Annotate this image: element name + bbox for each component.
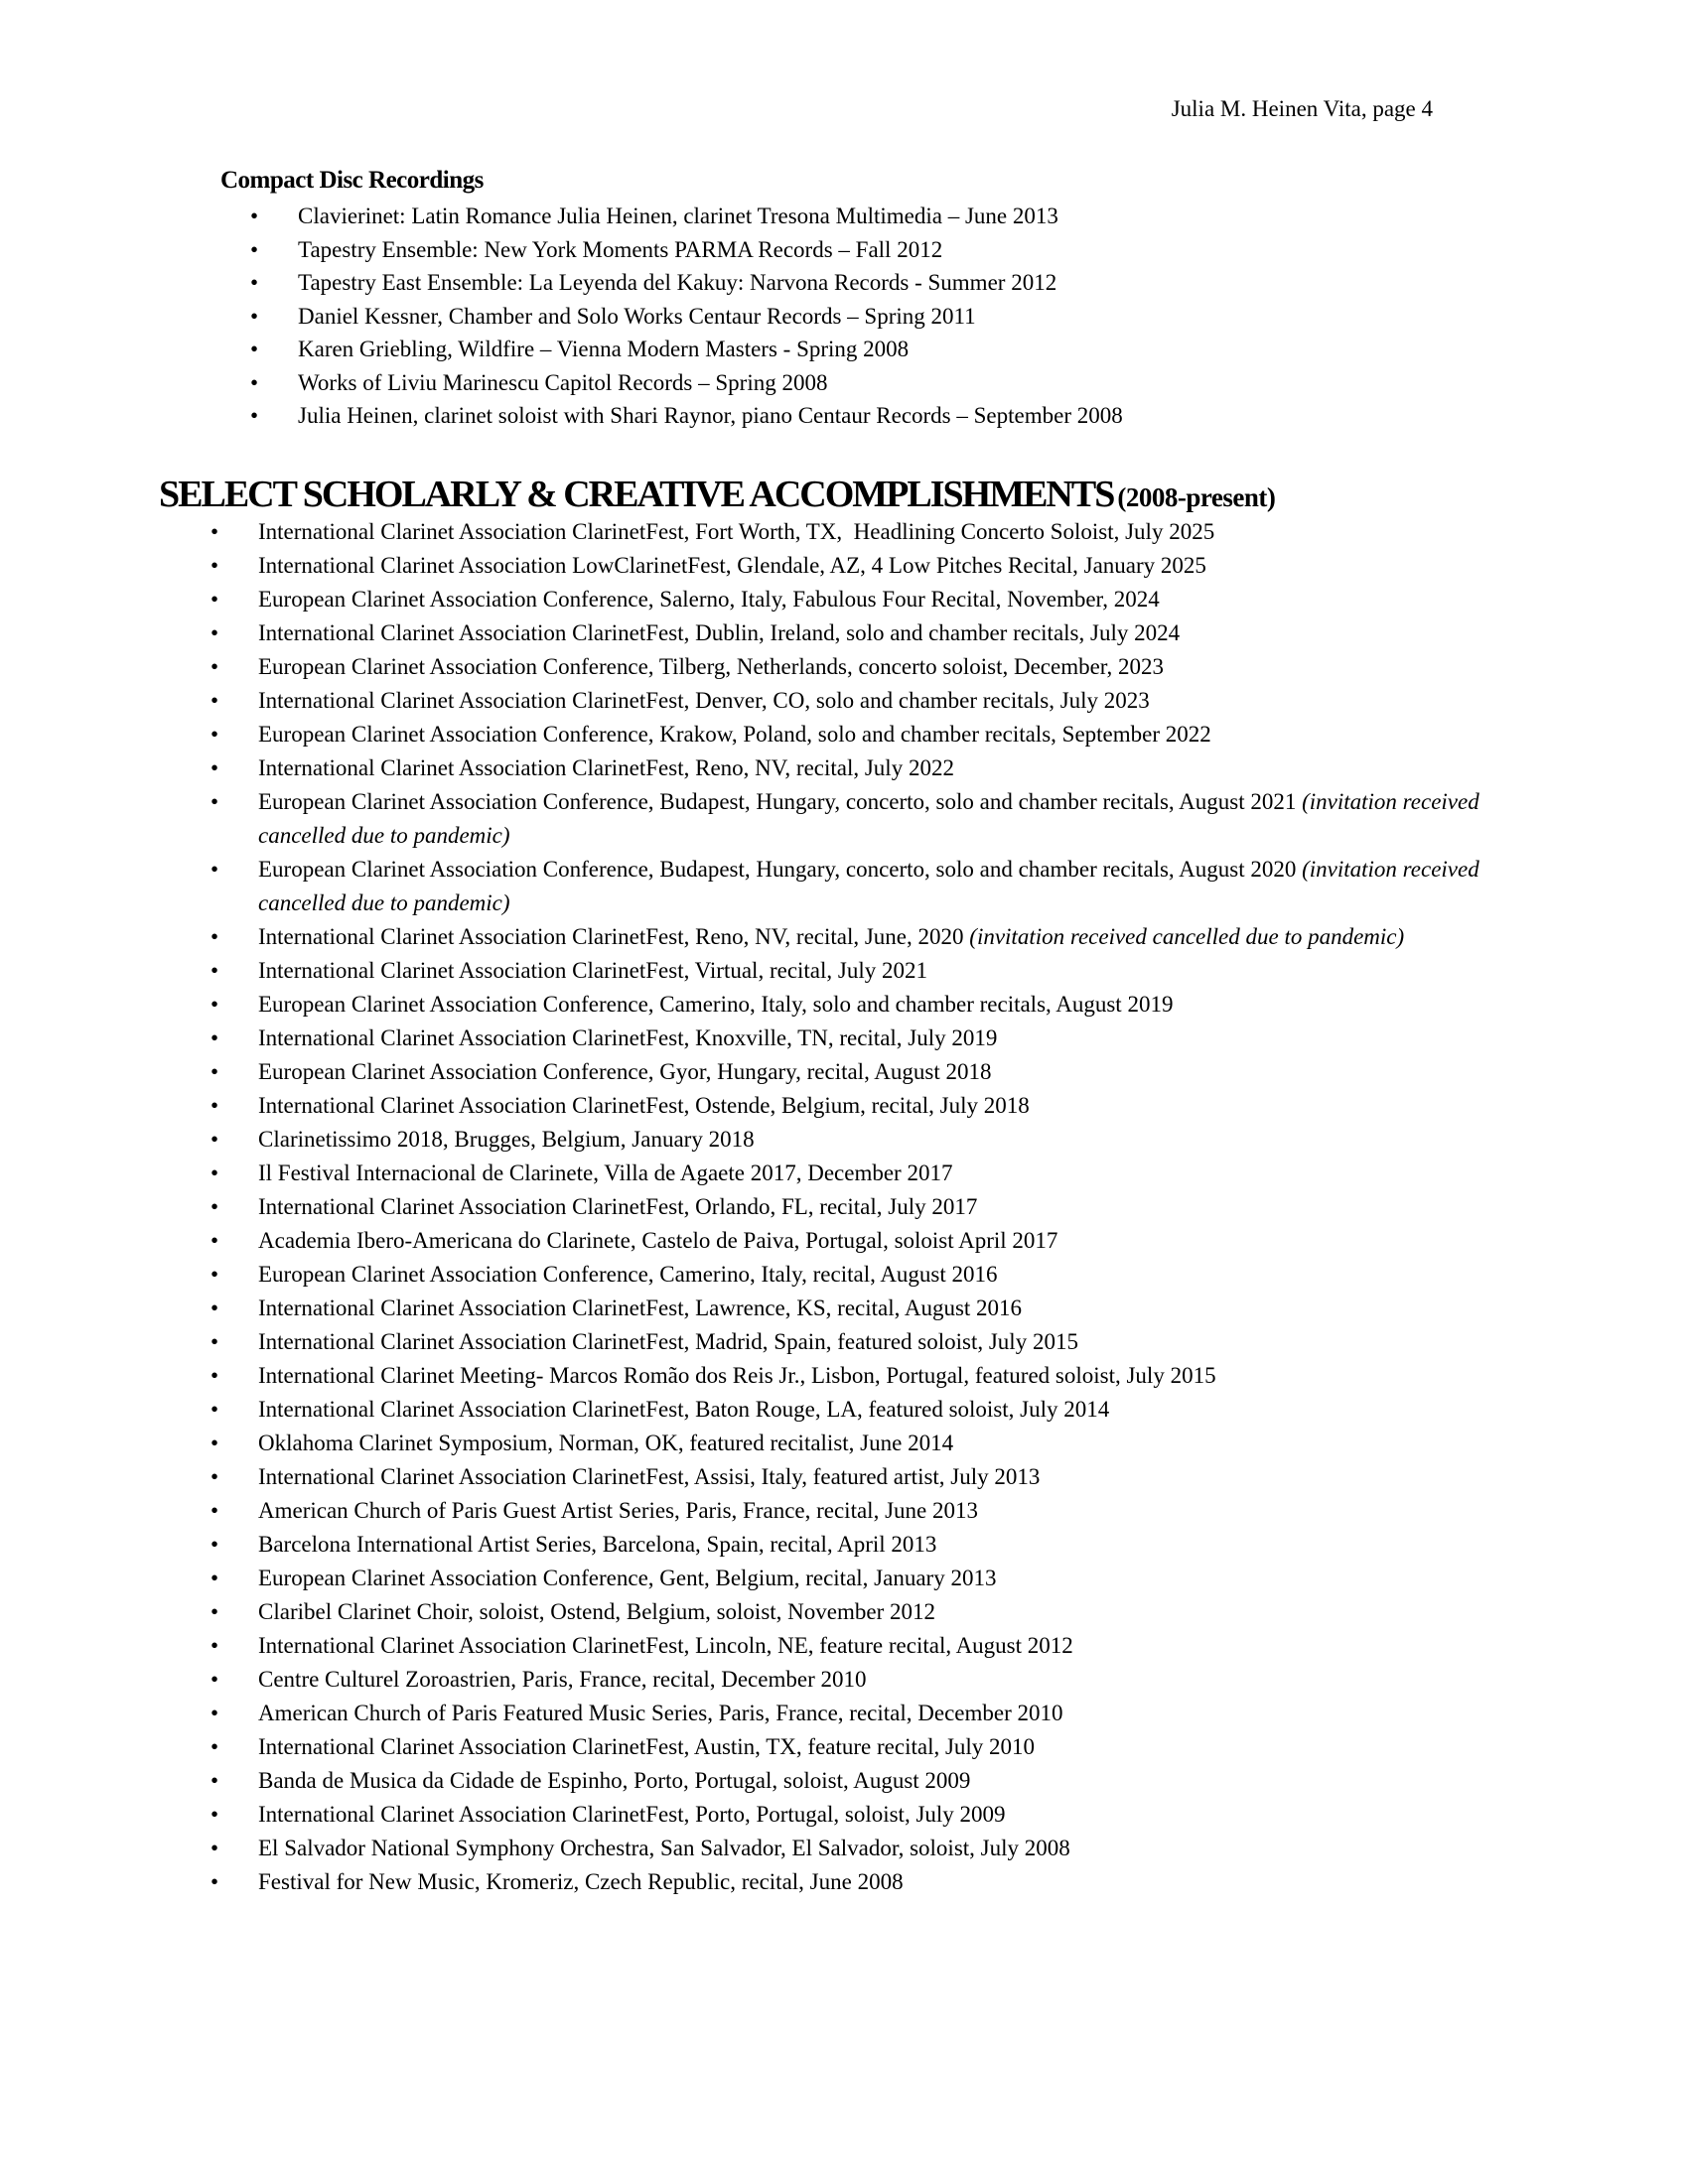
list-item xyxy=(258,954,1534,988)
list-item xyxy=(258,1022,1534,1055)
list-item xyxy=(258,1258,1534,1292)
list-item xyxy=(298,333,1539,366)
entry-text: International Clarinet Association ClarinetFest, Lincoln, NE, feature recital, August 2012 xyxy=(258,1633,1073,1658)
entry-text: Festival for New Music, Kromeriz, Czech Republic, recital, June 2008 xyxy=(258,1869,904,1894)
entry-text: Barcelona International Artist Series, Barcelona, Spain, recital, April 2013 xyxy=(258,1532,937,1557)
entry-text: International Clarinet Association ClarinetFest, Lawrence, KS, recital, August 2016 xyxy=(258,1296,1023,1320)
list-item xyxy=(298,233,1539,267)
entry-text: European Clarinet Association Conference, Krakow, Poland, solo and chamber recitals, September 2022 xyxy=(258,722,1211,747)
entry-text: American Church of Paris Featured Music Series, Paris, France, recital, December 2010 xyxy=(258,1701,1063,1725)
entry-text: Tapestry East Ensemble: La Leyenda del Kakuy: Narvona Records - Summer 2012 xyxy=(298,270,1057,295)
cd-recordings-list xyxy=(298,200,1539,433)
entry-text: International Clarinet Association ClarinetFest, Baton Rouge, LA, featured soloist, July 2014 xyxy=(258,1397,1110,1422)
list-item xyxy=(258,1427,1534,1460)
entry-text: Daniel Kessner, Chamber and Solo Works Centaur Records – Spring 2011 xyxy=(298,303,976,329)
list-item xyxy=(258,1359,1534,1393)
entry-text: International Clarinet Association ClarinetFest, Reno, NV, recital, July 2022 xyxy=(258,755,954,780)
entry-text: Works of Liviu Marinescu Capitol Records – Spring 2008 xyxy=(298,369,828,395)
entry-text: European Clarinet Association Conference, Gyor, Hungary, recital, August 2018 xyxy=(258,1059,992,1084)
entry-text: International Clarinet Association ClarinetFest, Ostende, Belgium, recital, July 2018 xyxy=(258,1093,1030,1118)
entry-text: International Clarinet Association ClarinetFest, Fort Worth, TX, Headlining Concerto Soloist, July 2025 xyxy=(258,519,1215,544)
list-item xyxy=(258,549,1534,583)
list-item xyxy=(258,920,1534,954)
list-item xyxy=(258,1157,1534,1190)
list-item xyxy=(258,853,1534,920)
list-item xyxy=(258,1494,1534,1528)
list-item xyxy=(258,1764,1534,1798)
list-item xyxy=(258,1460,1534,1494)
list-item xyxy=(298,399,1539,433)
entry-text: Clarinetissimo 2018, Brugges, Belgium, January 2018 xyxy=(258,1127,755,1152)
entry-text: International Clarinet Association ClarinetFest, Assisi, Italy, featured artist, July 2013 xyxy=(258,1464,1041,1489)
entry-text: American Church of Paris Guest Artist Series, Paris, France, recital, June 2013 xyxy=(258,1498,978,1523)
list-item xyxy=(258,1562,1534,1595)
list-item xyxy=(298,200,1539,233)
list-item xyxy=(258,583,1534,616)
list-item xyxy=(258,616,1534,650)
list-item xyxy=(258,1798,1534,1832)
entry-text: Academia Ibero-Americana do Clarinete, Castelo de Paiva, Portugal, soloist April 2017 xyxy=(258,1228,1058,1253)
entry-text: International Clarinet Association ClarinetFest, Madrid, Spain, featured soloist, July 2015 xyxy=(258,1329,1078,1354)
accomplishments-list xyxy=(258,515,1534,1899)
entry-text: European Clarinet Association Conference, Budapest, Hungary, concerto, solo and chamber recitals, August 2020 xyxy=(258,857,1297,882)
entry-text: European Clarinet Association Conference, Gent, Belgium, recital, January 2013 xyxy=(258,1566,997,1590)
entry-text: International Clarinet Association ClarinetFest, Dublin, Ireland, solo and chamber recitals, July 2024 xyxy=(258,620,1181,645)
entry-text: International Clarinet Association ClarinetFest, Virtual, recital, July 2021 xyxy=(258,958,927,983)
list-item xyxy=(258,751,1534,785)
list-item xyxy=(298,266,1539,300)
list-item xyxy=(258,1123,1534,1157)
list-item xyxy=(258,1730,1534,1764)
list-item xyxy=(258,650,1534,684)
list-item xyxy=(258,1055,1534,1089)
list-item xyxy=(298,366,1539,400)
entry-text: Tapestry Ensemble: New York Moments PARMA Records – Fall 2012 xyxy=(298,236,943,262)
entry-note: (invitation received cancelled due to pandemic) xyxy=(258,857,1479,915)
entry-text: International Clarinet Association ClarinetFest, Denver, CO, solo and chamber recitals, July 2023 xyxy=(258,688,1150,713)
list-item xyxy=(258,1528,1534,1562)
entry-text: Centre Culturel Zoroastrien, Paris, France, recital, December 2010 xyxy=(258,1667,867,1692)
entry-text: Claribel Clarinet Choir, soloist, Ostend, Belgium, soloist, November 2012 xyxy=(258,1599,935,1624)
entry-text: International Clarinet Association ClarinetFest, Orlando, FL, recital, July 2017 xyxy=(258,1194,978,1219)
list-item xyxy=(258,1393,1534,1427)
cd-recordings-heading: Compact Disc Recordings xyxy=(220,167,484,194)
list-item xyxy=(258,718,1534,751)
list-item xyxy=(258,1089,1534,1123)
list-item xyxy=(298,300,1539,334)
list-item xyxy=(258,1629,1534,1663)
entry-text: European Clarinet Association Conference, Tilberg, Netherlands, concerto soloist, December, 2023 xyxy=(258,654,1165,679)
list-item xyxy=(258,1865,1534,1899)
list-item xyxy=(258,684,1534,718)
entry-text: International Clarinet Association ClarinetFest, Porto, Portugal, soloist, July 2009 xyxy=(258,1802,1006,1827)
list-item xyxy=(258,785,1534,853)
entry-note: (invitation received cancelled due to pandemic) xyxy=(969,924,1405,949)
entry-text: Julia Heinen, clarinet soloist with Shari Raynor, piano Centaur Records – September 2008 xyxy=(298,403,1123,428)
entry-text: Banda de Musica da Cidade de Espinho, Porto, Portugal, soloist, August 2009 xyxy=(258,1768,971,1793)
accomplishments-heading xyxy=(159,473,1275,516)
list-item xyxy=(258,515,1534,549)
entry-text: European Clarinet Association Conference, Budapest, Hungary, concerto, solo and chamber recitals, August 2021 xyxy=(258,789,1297,814)
list-item xyxy=(258,1325,1534,1359)
list-item xyxy=(258,1292,1534,1325)
list-item xyxy=(258,1832,1534,1865)
entry-text: European Clarinet Association Conference, Camerino, Italy, solo and chamber recitals, August 2019 xyxy=(258,992,1174,1017)
entry-note: (invitation received cancelled due to pandemic) xyxy=(258,789,1479,848)
list-item xyxy=(258,988,1534,1022)
list-item xyxy=(258,1663,1534,1697)
entry-text: International Clarinet Association ClarinetFest, Reno, NV, recital, June, 2020 xyxy=(258,924,964,949)
entry-text: International Clarinet Meeting- Marcos Romão dos Reis Jr., Lisbon, Portugal, featured soloist, July 2015 xyxy=(258,1363,1216,1388)
accomplishments-heading-text: SELECT SCHOLARLY & CREATIVE ACCOMPLISHMENTS xyxy=(159,474,1114,515)
entry-text: International Clarinet Association ClarinetFest, Austin, TX, feature recital, July 2010 xyxy=(258,1734,1036,1759)
entry-text: Oklahoma Clarinet Symposium, Norman, OK, featured recitalist, June 2014 xyxy=(258,1431,954,1455)
entry-text: International Clarinet Association ClarinetFest, Knoxville, TN, recital, July 2019 xyxy=(258,1025,998,1050)
list-item xyxy=(258,1224,1534,1258)
list-item xyxy=(258,1190,1534,1224)
entry-text: European Clarinet Association Conference, Camerino, Italy, recital, August 2016 xyxy=(258,1262,998,1287)
entry-text: European Clarinet Association Conference, Salerno, Italy, Fabulous Four Recital, November, 2024 xyxy=(258,587,1160,612)
list-item xyxy=(258,1595,1534,1629)
page-header: Julia M. Heinen Vita, page 4 xyxy=(1171,96,1433,121)
entry-text: Il Festival Internacional de Clarinete, Villa de Agaete 2017, December 2017 xyxy=(258,1160,953,1185)
entry-text: Karen Griebling, Wildfire – Vienna Modern Masters - Spring 2008 xyxy=(298,337,910,361)
entry-text: Clavierinet: Latin Romance Julia Heinen, clarinet Tresona Multimedia – June 2013 xyxy=(298,204,1058,228)
entry-text: El Salvador National Symphony Orchestra, San Salvador, El Salvador, soloist, July 2008 xyxy=(258,1836,1070,1860)
list-item xyxy=(258,1697,1534,1730)
entry-text: International Clarinet Association LowClarinetFest, Glendale, AZ, 4 Low Pitches Recital, January 2025 xyxy=(258,553,1206,578)
accomplishments-heading-years: (2008-present) xyxy=(1117,482,1276,512)
